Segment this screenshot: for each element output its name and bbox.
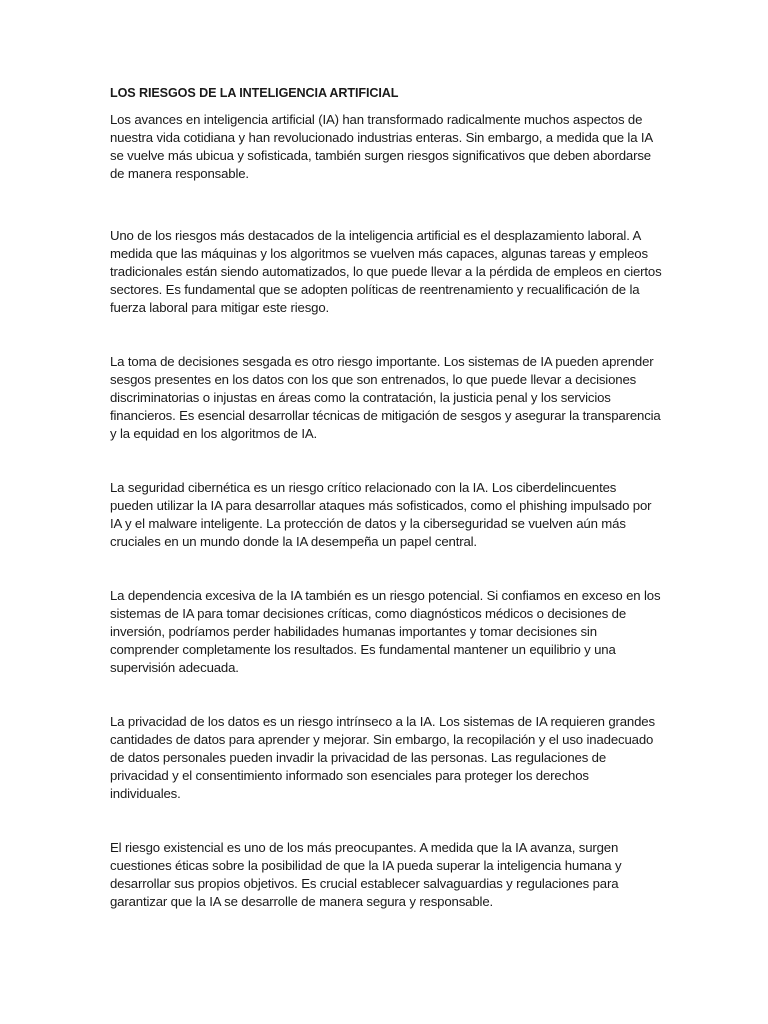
paragraph-job-displacement: Uno de los riesgos más destacados de la inteligencia artificial es el desplazamiento laboral. A medida que las máquinas y los algoritmos se vuelven más capaces, algunas tareas y empleos tradicionales están siendo automatizados, lo que puede llevar a la pérdida de empleos en ciertos sectores. Es fundamental que se adopten políticas de reentrenamiento y recualificación de la fuerza laboral para mitigar este riesgo.	[110, 228, 662, 315]
paragraph-cybersecurity: La seguridad cibernética es un riesgo crítico relacionado con la IA. Los ciberdelincuentes pueden utilizar la IA para desarrollar ataques más sofisticados, como el phishing impulsado por IA y el malware inteligente. La protección de datos y la ciberseguridad se vuelven aún más cruciales en un mundo donde la IA desempeña un papel central.	[110, 480, 652, 549]
paragraph-existential-risk: El riesgo existencial es uno de los más preocupantes. A medida que la IA avanza, surgen cuestiones éticas sobre la posibilidad de que la IA pueda superar la inteligencia humana y desarrollar sus propios objetivos. Es crucial establecer salvaguardias y regulaciones para garantizar que la IA se desarrolle de manera segura y responsable.	[110, 840, 622, 909]
paragraph-biased-decisions: La toma de decisiones sesgada es otro riesgo importante. Los sistemas de IA pueden aprender sesgos presentes en los datos con los que son entrenados, lo que puede llevar a decisiones discriminatorias o injustas en áreas como la contratación, la justicia penal y los servicios financieros. Es esencial desarrollar técnicas de mitigación de sesgos y asegurar la transparencia y la equidad en los algoritmos de IA.	[110, 354, 661, 441]
document-title: LOS RIESGOS DE LA INTELIGENCIA ARTIFICIAL	[110, 86, 399, 100]
paragraph-overdependence: La dependencia excesiva de la IA también es un riesgo potencial. Si confiamos en exceso en los sistemas de IA para tomar decisiones críticas, como diagnósticos médicos o decisiones de inversión, podríamos perder habilidades humanas importantes y tomar decisiones sin comprender completamente los resultados. Es fundamental mantener un equilibrio y una supervisión adecuada.	[110, 588, 661, 675]
document-body	[110, 84, 662, 964]
paragraph-data-privacy: La privacidad de los datos es un riesgo intrínseco a la IA. Los sistemas de IA requieren grandes cantidades de datos para aprender y mejorar. Sin embargo, la recopilación y el uso inadecuado de datos personales pueden invadir la privacidad de las personas. Las regulaciones de privacidad y el consentimiento informado son esenciales para proteger los derechos individuales.	[110, 714, 655, 801]
paragraph-introduction: Los avances en inteligencia artificial (IA) han transformado radicalmente muchos aspectos de nuestra vida cotidiana y han revolucionado industrias enteras. Sin embargo, a medida que la IA se vuelve más ubicua y sofisticada, también surgen riesgos significativos que deben abordarse de manera responsable.	[110, 112, 653, 181]
